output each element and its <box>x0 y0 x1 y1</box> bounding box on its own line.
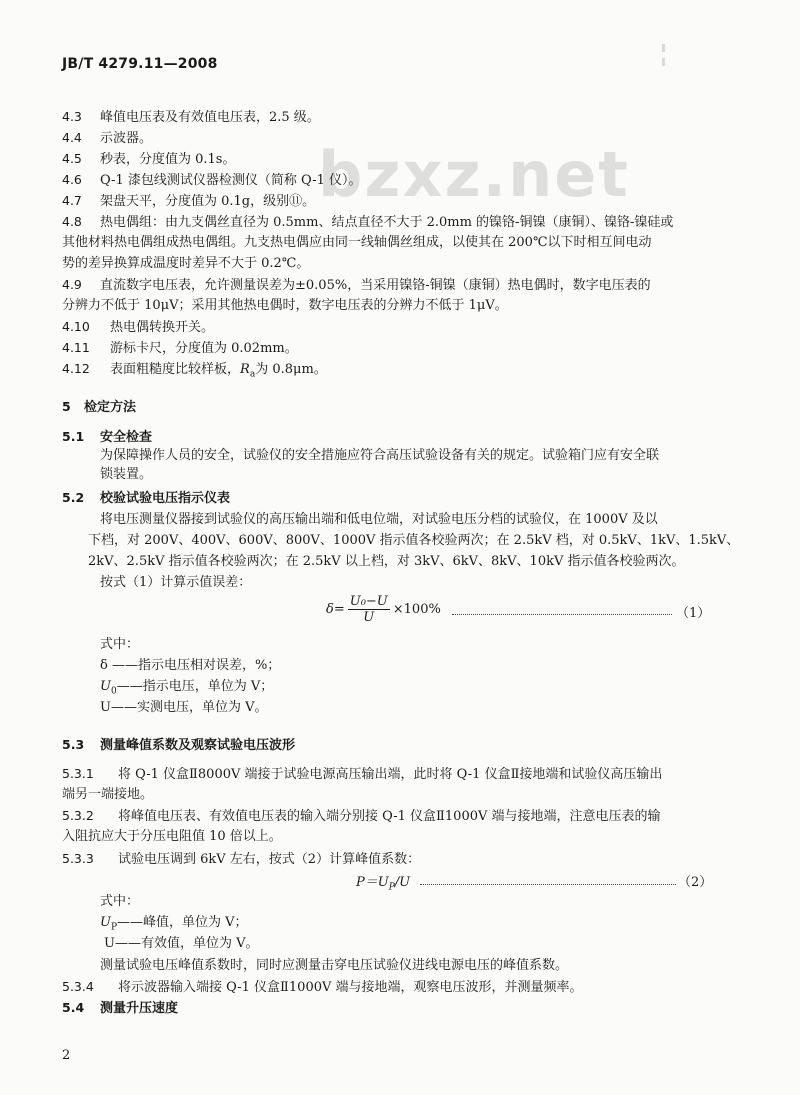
item-5-3-1: 5.3.1 将 Q-1 仪盒Ⅱ8000V 端接于试验电源高压输出端，此时将 Q-1 仪盒Ⅱ接地端和试验仪高压输出 <box>62 766 663 782</box>
where-u0: $U_0——$指示电压，单位为 V； <box>100 679 274 697</box>
item-5-3-1-cont: 端另一端接地。 <box>62 787 154 802</box>
item-4-8-cont: 势的差异换算成温度时差异不大于 0.2℃。 <box>62 256 310 271</box>
where-label-2: 式中： <box>100 894 140 909</box>
section-5-1-heading: 5.1 安全检查 <box>62 429 153 445</box>
item-4-8: 4.8 热电偶组：由九支偶丝直径为 0.5mm、结点直径不大于 2.0mm 的镍铬-铜镍（康铜）、镍铬-镍硅或 <box>62 214 674 230</box>
section-5-2-text: 将电压测量仪器接到试验仪的高压输出端和低电位端，对试验电压分档的试验仪，在 1000V 及以 <box>100 512 658 527</box>
section-5-2-heading: 5.2 校验试验电压指示仪表 <box>62 490 231 506</box>
section-5-2-text-cont: 按式（1）计算示值误差： <box>100 575 252 590</box>
formula-1-number: （1） <box>676 606 711 621</box>
item-4-9: 4.9 直流数字电压表，允许测量误差为±0.05%，当采用镍铬-铜镍（康铜）热电偶时，数字电压表的 <box>62 277 651 293</box>
item-4-12: 4.12 表面粗糙度比较样板，$R_a$为 0.8μm。 <box>62 361 327 380</box>
watermark: bzxz.net <box>318 138 630 211</box>
where-u-rms: U——有效值，单位为 V。 <box>104 936 259 951</box>
item-4-7: 4.7 架盘天平，分度值为 0.1g，级别⑪。 <box>62 193 316 209</box>
scan-mark <box>662 58 665 66</box>
formula-2-leader <box>420 884 676 885</box>
page-number: 2 <box>62 1048 71 1063</box>
item-5-3-2-cont: 入阻抗应大于分压电阻值 10 倍以上。 <box>62 829 282 844</box>
item-4-8-cont: 其他材料热电偶组成热电偶组。九支热电偶应由同一线轴偶丝组成，以使其在 200℃以下时相互间电动 <box>62 235 652 250</box>
where-label: 式中： <box>100 637 140 652</box>
section-5-2-text-cont: 2kV、2.5kV 指示值各校验两次；在 2.5kV 以上档，对 3kV、6kV、8kV、10kV 指示值各校验两次。 <box>88 554 685 569</box>
item-5-3-2: 5.3.2 将峰值电压表、有效值电压表的输入端分别接 Q-1 仪盒Ⅱ1000V 端与接地端，注意电压表的输 <box>62 808 661 824</box>
item-4-3: 4.3 峰值电压表及有效值电压表，2.5 级。 <box>62 109 320 125</box>
section-5-1-text: 为保障操作人员的安全，试验仪的安全措施应符合高压试验设备有关的规定。试验箱门应有安全联 <box>100 448 660 463</box>
formula-2-number: （2） <box>678 875 713 890</box>
scan-mark <box>662 44 665 52</box>
item-4-9-cont: 分辨力不低于 10μV；采用其他热电偶时，数字电压表的分辨力不低于 1μV。 <box>62 298 508 313</box>
section-5-4-heading: 5.4 测量升压速度 <box>62 1000 179 1016</box>
item-5-3-4: 5.3.4 将示波器输入端接 Q-1 仪盒Ⅱ1000V 端与接地端，观察电压波形，并测量频率。 <box>62 979 583 995</box>
formula-2: $P=U_P/U$ <box>356 875 411 893</box>
item-4-11: 4.11 游标卡尺，分度值为 0.02mm。 <box>62 340 298 356</box>
item-4-10: 4.10 热电偶转换开关。 <box>62 319 215 335</box>
section-5-heading: 5 检定方法 <box>62 399 137 415</box>
item-5-3-3-note: 测量试验电压峰值系数时，同时应测量击穿电压试验仪进线电源电压的峰值系数。 <box>100 958 569 973</box>
item-5-3-3: 5.3.3 试验电压调到 6kV 左右，按式（2）计算峰值系数： <box>62 851 421 867</box>
where-up: $U_P——$峰值，单位为 V； <box>100 915 248 933</box>
section-5-2-text-cont: 下档，对 200V、400V、600V、800V、1000V 指示值各校验两次；在 2.5kV 档，对 0.5kV、1kV、1.5kV、 <box>88 533 740 548</box>
where-u: U——实测电压，单位为 V。 <box>100 700 268 715</box>
where-delta: δ ——指示电压相对误差，%； <box>100 658 281 673</box>
section-5-1-text-cont: 锁装置。 <box>100 467 153 482</box>
item-4-4: 4.4 示波器。 <box>62 130 153 146</box>
item-4-5: 4.5 秒表，分度值为 0.1s。 <box>62 151 236 167</box>
section-5-3-heading: 5.3 测量峰值系数及观察试验电压波形 <box>62 737 296 753</box>
standard-number-header: JB/T 4279.11—2008 <box>62 56 218 72</box>
formula-1-leader <box>452 614 672 615</box>
item-4-6: 4.6 Q-1 漆包线测试仪器检测仪（简称 Q-1 仪）。 <box>62 172 362 188</box>
formula-1: δ= $\frac{\text{U₀−U}}{U}$ ×100% <box>326 594 441 625</box>
